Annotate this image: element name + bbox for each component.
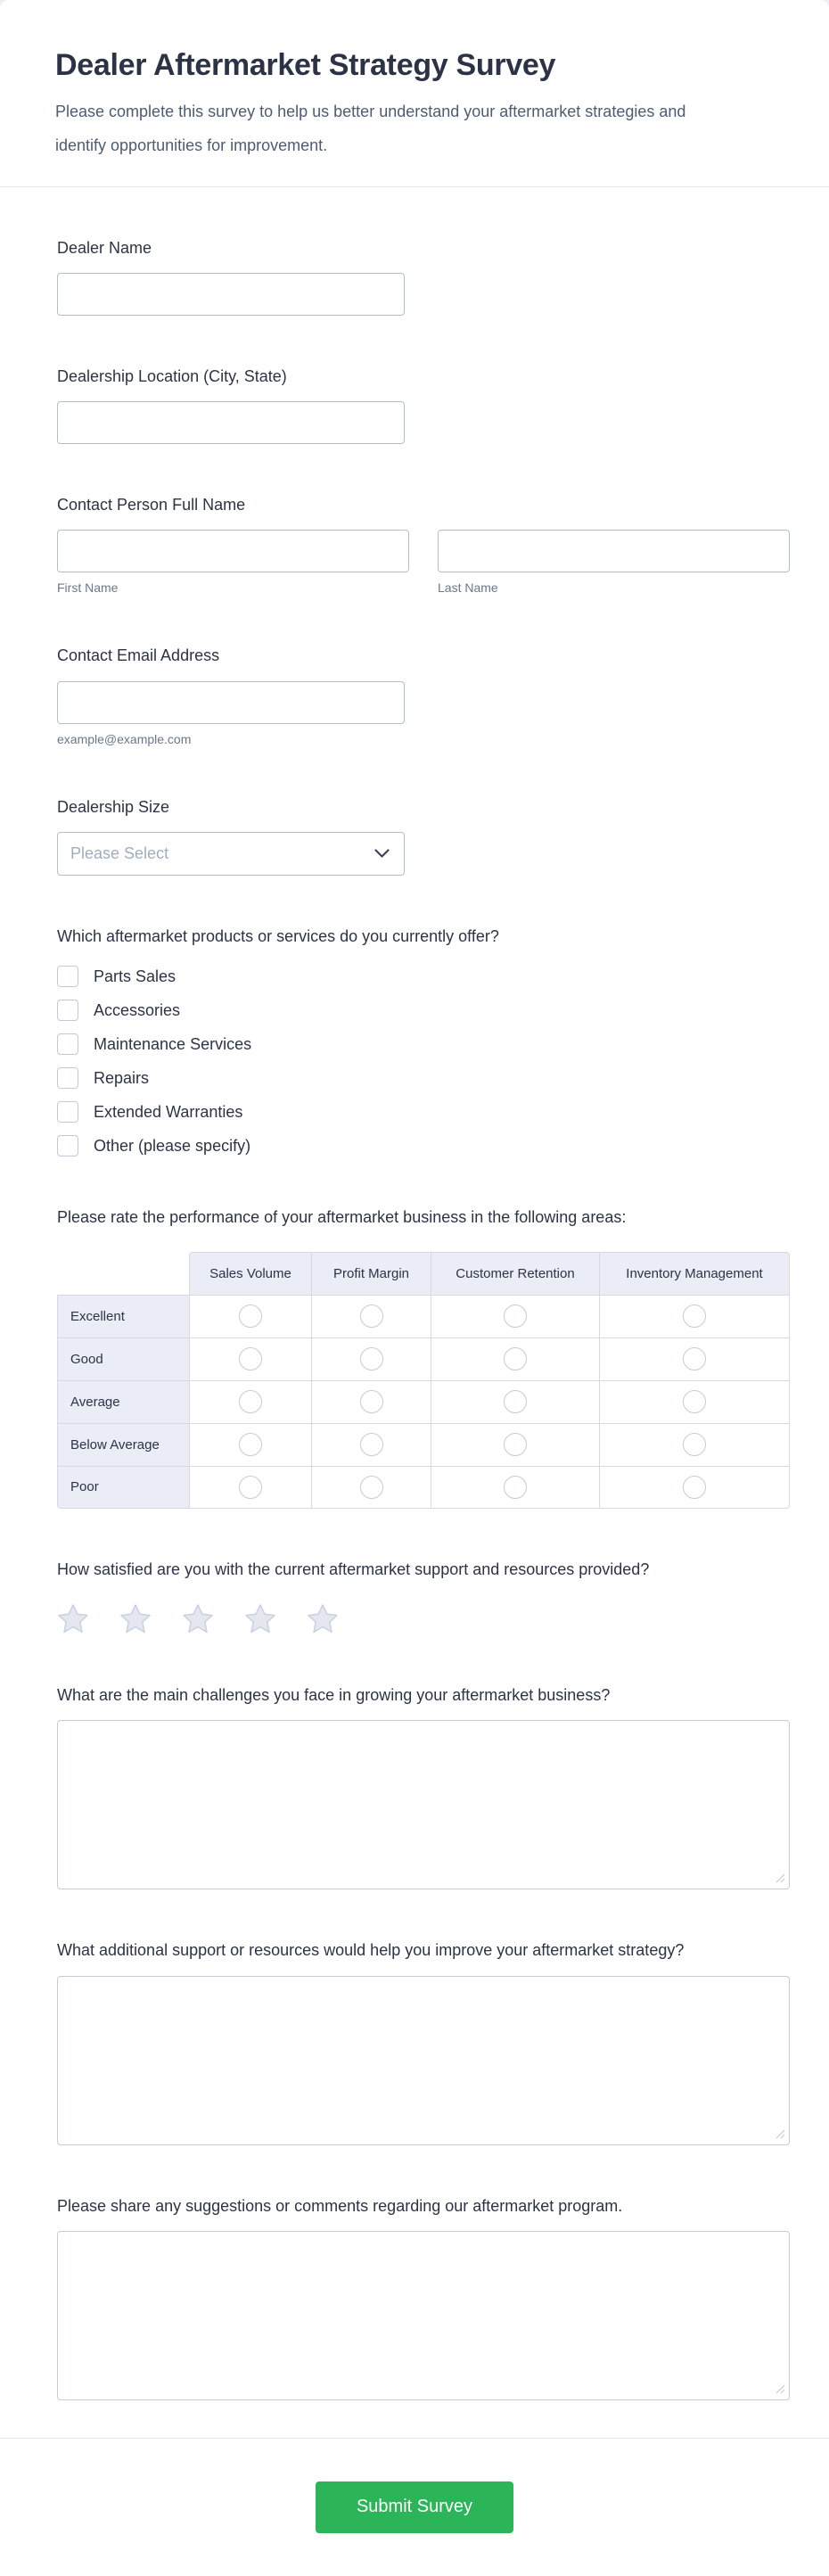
form-footer bbox=[0, 2446, 829, 2576]
radio-button-below-average-sales-volume[interactable] bbox=[239, 1433, 262, 1456]
radio-button-poor-sales-volume[interactable] bbox=[239, 1476, 262, 1499]
chevron-down-icon bbox=[374, 849, 390, 859]
suggestions-label: Please share any suggestions or comments regarding our aftermarket program. bbox=[57, 2196, 623, 2215]
matrix-cell bbox=[599, 1466, 790, 1509]
footer-divider bbox=[0, 2438, 829, 2439]
challenges-textarea-wrap bbox=[57, 1720, 790, 1889]
matrix-column-header: Customer Retention bbox=[431, 1252, 599, 1295]
radio-button-good-profit-margin[interactable] bbox=[360, 1347, 383, 1370]
satisfaction-label: How satisfied are you with the current aftermarket support and resources provided? bbox=[57, 1560, 650, 1578]
email-hint: example@example.com bbox=[57, 731, 192, 746]
checkbox[interactable] bbox=[57, 1000, 78, 1021]
radio-button-good-customer-retention[interactable] bbox=[504, 1347, 527, 1370]
matrix-cell bbox=[599, 1380, 790, 1423]
first-name-col bbox=[57, 530, 409, 595]
first-name-sublabel: First Name bbox=[57, 580, 119, 596]
question-performance-matrix bbox=[57, 1206, 790, 1508]
radio-button-poor-customer-retention[interactable] bbox=[504, 1476, 527, 1499]
checkbox-label: Maintenance Services bbox=[94, 1034, 252, 1053]
suggestions-textarea-wrap bbox=[57, 2231, 790, 2400]
matrix-cell bbox=[599, 1295, 790, 1337]
question-location bbox=[57, 366, 790, 444]
question-support bbox=[57, 1939, 790, 2144]
checkbox-option-extended-warranties[interactable] bbox=[57, 1101, 790, 1123]
products-label: Which aftermarket products or services do you currently offer? bbox=[57, 927, 499, 946]
email-field[interactable] bbox=[57, 681, 405, 724]
question-satisfaction bbox=[57, 1559, 790, 1634]
matrix-cell bbox=[431, 1380, 599, 1423]
form-header bbox=[0, 0, 829, 187]
radio-button-below-average-profit-margin[interactable] bbox=[360, 1433, 383, 1456]
matrix-cell bbox=[311, 1423, 431, 1466]
radio-button-average-inventory-management[interactable] bbox=[683, 1390, 706, 1413]
support-label: What additional support or resources would help you improve your aftermarket strategy? bbox=[57, 1941, 685, 1960]
support-textarea-wrap bbox=[57, 1976, 790, 2145]
dealer-name-label: Dealer Name bbox=[57, 238, 152, 257]
checkbox[interactable] bbox=[57, 1033, 78, 1055]
checkbox[interactable] bbox=[57, 1135, 78, 1156]
resize-grip-icon[interactable] bbox=[775, 2383, 785, 2394]
submit-survey-button[interactable]: Submit Survey bbox=[316, 2481, 513, 2533]
checkbox-option-other[interactable] bbox=[57, 1135, 790, 1156]
matrix-cell bbox=[311, 1466, 431, 1509]
challenges-label: What are the main challenges you face in growing your aftermarket business? bbox=[57, 1685, 611, 1704]
radio-button-good-inventory-management[interactable] bbox=[683, 1347, 706, 1370]
matrix-row-label: Average bbox=[57, 1380, 189, 1423]
checkbox-option-accessories[interactable] bbox=[57, 1000, 790, 1021]
matrix-cell bbox=[311, 1380, 431, 1423]
name-row bbox=[57, 530, 790, 595]
radio-button-excellent-customer-retention[interactable] bbox=[504, 1304, 527, 1328]
matrix-cell bbox=[431, 1295, 599, 1337]
matrix-cell bbox=[431, 1423, 599, 1466]
radio-button-average-profit-margin[interactable] bbox=[360, 1390, 383, 1413]
checkbox-option-maintenance-services[interactable] bbox=[57, 1033, 790, 1055]
support-textarea[interactable] bbox=[57, 1976, 790, 2145]
products-checklist bbox=[57, 966, 790, 1156]
checkbox-label: Extended Warranties bbox=[94, 1102, 243, 1121]
matrix-cell bbox=[431, 1337, 599, 1380]
question-dealership-size bbox=[57, 796, 790, 876]
checkbox-option-repairs[interactable] bbox=[57, 1067, 790, 1089]
star-icon[interactable] bbox=[119, 1603, 152, 1634]
resize-grip-icon[interactable] bbox=[775, 2128, 785, 2139]
form-subtitle: Please complete this survey to help us better understand your aftermarket strategies and identify opportunities for improvement. bbox=[55, 103, 686, 154]
radio-button-poor-inventory-management[interactable] bbox=[683, 1476, 706, 1499]
checkbox[interactable] bbox=[57, 1067, 78, 1089]
checkbox-label: Repairs bbox=[94, 1068, 150, 1087]
rating-matrix-table bbox=[57, 1252, 790, 1509]
first-name-input[interactable] bbox=[57, 530, 409, 572]
star-rating bbox=[57, 1603, 790, 1634]
question-dealer-name bbox=[57, 237, 790, 316]
matrix-column-header: Sales Volume bbox=[189, 1252, 311, 1295]
dealer-name-input[interactable] bbox=[57, 273, 405, 316]
email-label: Contact Email Address bbox=[57, 646, 220, 665]
location-input[interactable] bbox=[57, 401, 405, 444]
question-contact-name bbox=[57, 494, 790, 595]
select-placeholder: Please Select bbox=[70, 844, 169, 863]
star-icon[interactable] bbox=[244, 1603, 276, 1634]
challenges-textarea[interactable] bbox=[57, 1720, 790, 1889]
matrix-row-label: Excellent bbox=[57, 1295, 189, 1337]
matrix-cell bbox=[189, 1423, 311, 1466]
question-challenges bbox=[57, 1684, 790, 1889]
dealership-size-select[interactable] bbox=[57, 832, 405, 876]
radio-button-below-average-customer-retention[interactable] bbox=[504, 1433, 527, 1456]
checkbox[interactable] bbox=[57, 1101, 78, 1123]
contact-name-label: Contact Person Full Name bbox=[57, 496, 246, 514]
matrix-column-header: Inventory Management bbox=[599, 1252, 790, 1295]
star-icon[interactable] bbox=[182, 1603, 214, 1634]
checkbox-option-parts-sales[interactable] bbox=[57, 966, 790, 987]
page-title: Dealer Aftermarket Strategy Survey bbox=[55, 48, 556, 82]
checkbox-label: Other (please specify) bbox=[94, 1136, 251, 1155]
matrix-cell bbox=[599, 1423, 790, 1466]
radio-button-average-customer-retention[interactable] bbox=[504, 1390, 527, 1413]
matrix-row-label: Good bbox=[57, 1337, 189, 1380]
matrix-label: Please rate the performance of your aftermarket business in the following areas: bbox=[57, 1208, 627, 1227]
matrix-cell bbox=[189, 1466, 311, 1509]
radio-button-excellent-sales-volume[interactable] bbox=[239, 1304, 262, 1328]
radio-button-good-sales-volume[interactable] bbox=[239, 1347, 262, 1370]
suggestions-textarea[interactable] bbox=[57, 2231, 790, 2400]
last-name-input[interactable] bbox=[438, 530, 790, 572]
checkbox[interactable] bbox=[57, 966, 78, 987]
matrix-cell bbox=[189, 1295, 311, 1337]
checkbox-label: Parts Sales bbox=[94, 967, 176, 985]
matrix-column-header: Profit Margin bbox=[311, 1252, 431, 1295]
dealership-size-label: Dealership Size bbox=[57, 797, 170, 816]
matrix-row-label: Poor bbox=[57, 1466, 189, 1509]
matrix-cell bbox=[189, 1337, 311, 1380]
star-icon[interactable] bbox=[307, 1603, 339, 1634]
checkbox-label: Accessories bbox=[94, 1000, 181, 1019]
matrix-cell bbox=[599, 1337, 790, 1380]
radio-button-average-sales-volume[interactable] bbox=[239, 1390, 262, 1413]
radio-button-below-average-inventory-management[interactable] bbox=[683, 1433, 706, 1456]
matrix-cell bbox=[431, 1466, 599, 1509]
radio-button-excellent-profit-margin[interactable] bbox=[360, 1304, 383, 1328]
question-products bbox=[57, 926, 790, 1156]
matrix-cell bbox=[311, 1295, 431, 1337]
radio-button-excellent-inventory-management[interactable] bbox=[683, 1304, 706, 1328]
question-suggestions bbox=[57, 2195, 790, 2400]
matrix-cell bbox=[311, 1337, 431, 1380]
question-email bbox=[57, 645, 790, 745]
form-body bbox=[0, 237, 829, 2400]
matrix-cell bbox=[189, 1380, 311, 1423]
resize-grip-icon[interactable] bbox=[775, 1872, 785, 1883]
star-icon[interactable] bbox=[57, 1603, 89, 1634]
matrix-corner-cell bbox=[57, 1252, 189, 1295]
location-label: Dealership Location (City, State) bbox=[57, 366, 287, 385]
matrix-row-label: Below Average bbox=[57, 1423, 189, 1466]
last-name-col bbox=[438, 530, 790, 595]
radio-button-poor-profit-margin[interactable] bbox=[360, 1476, 383, 1499]
last-name-sublabel: Last Name bbox=[438, 580, 498, 596]
